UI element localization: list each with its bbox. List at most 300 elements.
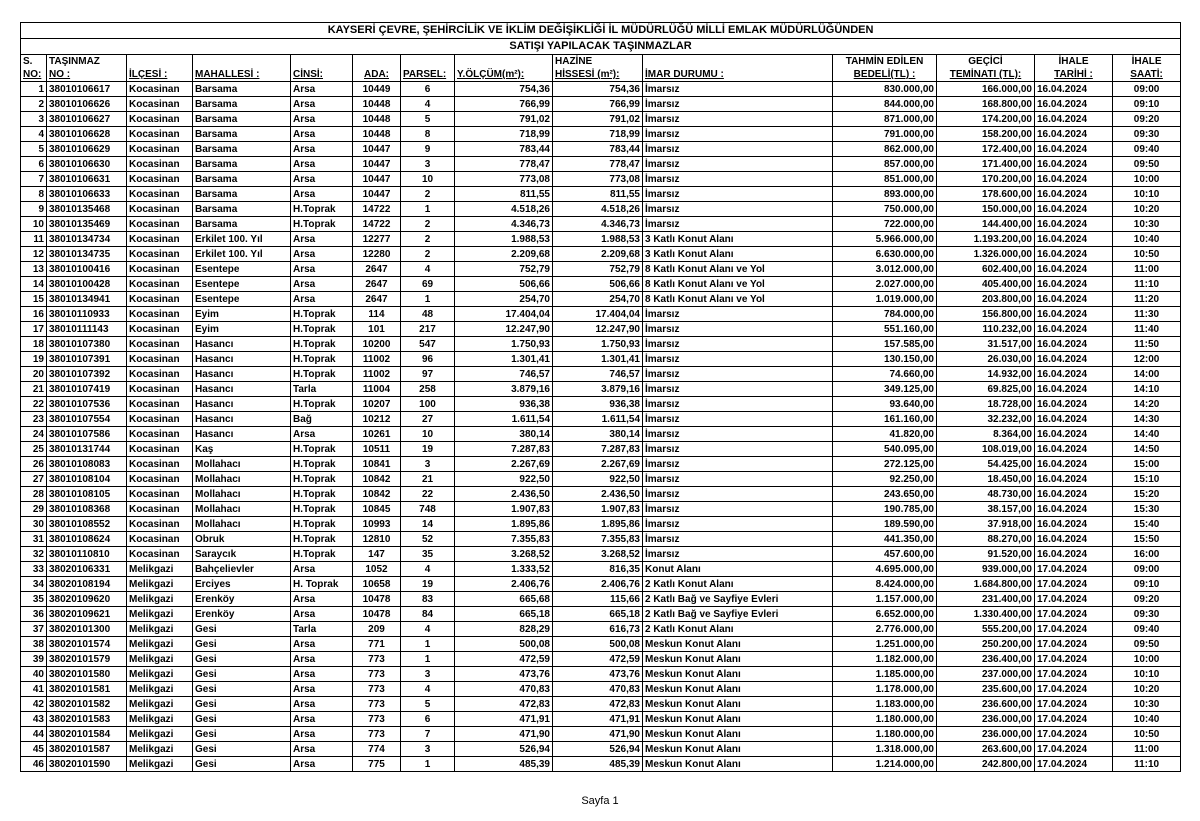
cell-imar-durumu: 2 Katlı Konut Alanı	[643, 577, 833, 592]
cell-imar-durumu: İmarsız	[643, 157, 833, 172]
cell-imar-durumu: İmarsız	[643, 202, 833, 217]
cell-ilce: Melikgazi	[127, 727, 193, 742]
cell-hazine-hisse: 17.404,04	[553, 307, 643, 322]
cell-tasinmaz-no: 38010107554	[47, 412, 127, 427]
cell-olcum: 665,18	[455, 607, 553, 622]
cell-ilce: Kocasinan	[127, 322, 193, 337]
cell-row-no: 29	[21, 502, 47, 517]
cell-tasinmaz-no: 38010106631	[47, 172, 127, 187]
cell-hazine-hisse: 754,36	[553, 82, 643, 97]
cell-tahmini-bedel: 4.695.000,00	[833, 562, 937, 577]
cell-olcum: 473,76	[455, 667, 553, 682]
cell-ihale-tarihi: 16.04.2024	[1035, 397, 1113, 412]
cell-mahalle: Hasancı	[193, 382, 291, 397]
cell-ihale-tarihi: 16.04.2024	[1035, 292, 1113, 307]
cell-row-no: 37	[21, 622, 47, 637]
cell-olcum: 773,08	[455, 172, 553, 187]
cell-tasinmaz-no: 38010134735	[47, 247, 127, 262]
table-row	[21, 307, 1181, 322]
cell-parsel: 1	[401, 292, 455, 307]
cell-tahmini-bedel: 862.000,00	[833, 142, 937, 157]
cell-row-no: 36	[21, 607, 47, 622]
cell-ilce: Kocasinan	[127, 82, 193, 97]
cell-ilce: Melikgazi	[127, 562, 193, 577]
cell-cins: Bağ	[291, 412, 353, 427]
cell-tahmini-bedel: 1.185.000,00	[833, 667, 937, 682]
table-row	[21, 742, 1181, 757]
table-row	[21, 277, 1181, 292]
cell-mahalle: Mollahacı	[193, 517, 291, 532]
cell-gecici-teminat: 54.425,00	[937, 457, 1035, 472]
header-imar-durumu: İMAR DURUMU :	[643, 68, 833, 82]
cell-ilce: Kocasinan	[127, 382, 193, 397]
cell-ihale-tarihi: 16.04.2024	[1035, 97, 1113, 112]
cell-tasinmaz-no: 38020101584	[47, 727, 127, 742]
cell-gecici-teminat: 31.517,00	[937, 337, 1035, 352]
cell-ihale-tarihi: 16.04.2024	[1035, 442, 1113, 457]
cell-mahalle: Erkilet 100. Yıl	[193, 232, 291, 247]
cell-ilce: Kocasinan	[127, 217, 193, 232]
cell-parsel: 1	[401, 637, 455, 652]
cell-hazine-hisse: 3.268,52	[553, 547, 643, 562]
cell-tasinmaz-no: 38010107380	[47, 337, 127, 352]
cell-imar-durumu: 3 Katlı Konut Alanı	[643, 247, 833, 262]
cell-ada: 12810	[353, 532, 401, 547]
cell-ada: 10478	[353, 607, 401, 622]
cell-mahalle: Gesi	[193, 742, 291, 757]
cell-olcum: 778,47	[455, 157, 553, 172]
cell-mahalle: Barsama	[193, 217, 291, 232]
cell-ilce: Melikgazi	[127, 697, 193, 712]
cell-imar-durumu: 2 Katlı Bağ ve Sayfiye Evleri	[643, 607, 833, 622]
table-row	[21, 667, 1181, 682]
cell-olcum: 2.406,76	[455, 577, 553, 592]
cell-tasinmaz-no: 38010134941	[47, 292, 127, 307]
cell-imar-durumu: Meskun Konut Alanı	[643, 652, 833, 667]
cell-olcum: 17.404,04	[455, 307, 553, 322]
cell-cins: H.Toprak	[291, 307, 353, 322]
cell-row-no: 42	[21, 697, 47, 712]
cell-parsel: 7	[401, 727, 455, 742]
cell-tahmini-bedel: 1.182.000,00	[833, 652, 937, 667]
table-row	[21, 757, 1181, 772]
cell-row-no: 24	[21, 427, 47, 442]
cell-ihale-tarihi: 16.04.2024	[1035, 82, 1113, 97]
header-tasinmaz-no: NO :	[47, 68, 127, 82]
table-row	[21, 412, 1181, 427]
cell-mahalle: Erkilet 100. Yıl	[193, 247, 291, 262]
header-ihale-tarihi: TARİHİ :	[1035, 68, 1113, 82]
table-row	[21, 187, 1181, 202]
cell-gecici-teminat: 91.520,00	[937, 547, 1035, 562]
cell-hazine-hisse: 1.907,83	[553, 502, 643, 517]
cell-ihale-tarihi: 17.04.2024	[1035, 712, 1113, 727]
cell-imar-durumu: İmarsız	[643, 547, 833, 562]
cell-tasinmaz-no: 38010106630	[47, 157, 127, 172]
cell-ilce: Melikgazi	[127, 757, 193, 772]
cell-row-no: 20	[21, 367, 47, 382]
cell-row-no: 22	[21, 397, 47, 412]
cell-ihale-saati: 14:50	[1113, 442, 1181, 457]
cell-mahalle: Eyim	[193, 322, 291, 337]
cell-ilce: Kocasinan	[127, 412, 193, 427]
table-row	[21, 637, 1181, 652]
cell-olcum: 1.611,54	[455, 412, 553, 427]
table-row	[21, 232, 1181, 247]
table-row	[21, 112, 1181, 127]
cell-imar-durumu: İmarsız	[643, 172, 833, 187]
cell-parsel: 4	[401, 97, 455, 112]
cell-row-no: 10	[21, 217, 47, 232]
cell-cins: H.Toprak	[291, 487, 353, 502]
cell-row-no: 28	[21, 487, 47, 502]
cell-olcum: 526,94	[455, 742, 553, 757]
cell-tahmini-bedel: 1.157.000,00	[833, 592, 937, 607]
cell-ada: 101	[353, 322, 401, 337]
cell-mahalle: Mollahacı	[193, 502, 291, 517]
cell-mahalle: Mollahacı	[193, 457, 291, 472]
cell-hazine-hisse: 773,08	[553, 172, 643, 187]
cell-cins: Tarla	[291, 622, 353, 637]
cell-parsel: 2	[401, 217, 455, 232]
header-ada: ADA:	[353, 68, 401, 82]
cell-tasinmaz-no: 38010100428	[47, 277, 127, 292]
cell-cins: H.Toprak	[291, 472, 353, 487]
cell-gecici-teminat: 156.800,00	[937, 307, 1035, 322]
cell-ihale-tarihi: 16.04.2024	[1035, 202, 1113, 217]
document-title: KAYSERİ ÇEVRE, ŞEHİRCİLİK VE İKLİM DEĞİŞİKLİĞİ İL MÜDÜRLÜĞÜ MİLLİ EMLAK MÜDÜRLÜĞÜNDEN	[21, 23, 1181, 39]
cell-olcum: 665,68	[455, 592, 553, 607]
table-row	[21, 457, 1181, 472]
cell-tahmini-bedel: 871.000,00	[833, 112, 937, 127]
cell-row-no: 7	[21, 172, 47, 187]
cell-parsel: 1	[401, 757, 455, 772]
cell-tasinmaz-no: 38010108552	[47, 517, 127, 532]
cell-ihale-saati: 10:50	[1113, 247, 1181, 262]
table-row	[21, 607, 1181, 622]
cell-tasinmaz-no: 38010106617	[47, 82, 127, 97]
cell-gecici-teminat: 172.400,00	[937, 142, 1035, 157]
cell-olcum: 811,55	[455, 187, 553, 202]
cell-hazine-hisse: 472,59	[553, 652, 643, 667]
cell-mahalle: Mollahacı	[193, 472, 291, 487]
cell-hazine-hisse: 1.301,41	[553, 352, 643, 367]
cell-olcum: 471,90	[455, 727, 553, 742]
cell-hazine-hisse: 473,76	[553, 667, 643, 682]
cell-row-no: 33	[21, 562, 47, 577]
cell-cins: Arsa	[291, 142, 353, 157]
cell-mahalle: Saraycık	[193, 547, 291, 562]
cell-row-no: 8	[21, 187, 47, 202]
cell-ihale-tarihi: 17.04.2024	[1035, 757, 1113, 772]
cell-ihale-saati: 16:00	[1113, 547, 1181, 562]
cell-parsel: 547	[401, 337, 455, 352]
cell-row-no: 2	[21, 97, 47, 112]
cell-tasinmaz-no: 38010107392	[47, 367, 127, 382]
page-number: Sayfa 1	[581, 795, 619, 807]
cell-ada: 775	[353, 757, 401, 772]
cell-tasinmaz-no: 38010107391	[47, 352, 127, 367]
cell-tasinmaz-no: 38020101300	[47, 622, 127, 637]
cell-gecici-teminat: 158.200,00	[937, 127, 1035, 142]
cell-ihale-saati: 12:00	[1113, 352, 1181, 367]
cell-ada: 10449	[353, 82, 401, 97]
table-row	[21, 217, 1181, 232]
cell-parsel: 5	[401, 697, 455, 712]
cell-olcum: 471,91	[455, 712, 553, 727]
table-row	[21, 382, 1181, 397]
cell-ihale-saati: 10:30	[1113, 217, 1181, 232]
cell-tasinmaz-no: 38010134734	[47, 232, 127, 247]
cell-parsel: 217	[401, 322, 455, 337]
cell-tahmini-bedel: 130.150,00	[833, 352, 937, 367]
cell-mahalle: Esentepe	[193, 277, 291, 292]
cell-tahmini-bedel: 830.000,00	[833, 82, 937, 97]
cell-row-no: 11	[21, 232, 47, 247]
cell-gecici-teminat: 178.600,00	[937, 187, 1035, 202]
table-row	[21, 502, 1181, 517]
cell-cins: Arsa	[291, 97, 353, 112]
cell-gecici-teminat: 88.270,00	[937, 532, 1035, 547]
cell-gecici-teminat: 236.600,00	[937, 697, 1035, 712]
cell-tahmini-bedel: 844.000,00	[833, 97, 937, 112]
cell-olcum: 7.355,83	[455, 532, 553, 547]
cell-mahalle: Barsama	[193, 142, 291, 157]
cell-ihale-saati: 10:40	[1113, 712, 1181, 727]
cell-mahalle: Gesi	[193, 667, 291, 682]
cell-ihale-saati: 10:10	[1113, 667, 1181, 682]
cell-tasinmaz-no: 38020101579	[47, 652, 127, 667]
cell-row-no: 6	[21, 157, 47, 172]
cell-ihale-saati: 09:20	[1113, 112, 1181, 127]
cell-imar-durumu: 2 Katlı Bağ ve Sayfiye Evleri	[643, 592, 833, 607]
cell-ada: 114	[353, 307, 401, 322]
cell-ilce: Kocasinan	[127, 367, 193, 382]
cell-gecici-teminat: 250.200,00	[937, 637, 1035, 652]
cell-hazine-hisse: 816,35	[553, 562, 643, 577]
header-parsel: PARSEL:	[401, 68, 455, 82]
cell-imar-durumu: İmarsız	[643, 307, 833, 322]
cell-ihale-tarihi: 16.04.2024	[1035, 412, 1113, 427]
cell-tasinmaz-no: 38020101580	[47, 667, 127, 682]
cell-imar-durumu: Meskun Konut Alanı	[643, 712, 833, 727]
cell-ada: 10207	[353, 397, 401, 412]
cell-ada: 10447	[353, 187, 401, 202]
cell-gecici-teminat: 110.232,00	[937, 322, 1035, 337]
cell-ada: 773	[353, 652, 401, 667]
cell-cins: H.Toprak	[291, 322, 353, 337]
cell-ilce: Kocasinan	[127, 292, 193, 307]
cell-tasinmaz-no: 38010110810	[47, 547, 127, 562]
cell-hazine-hisse: 1.988,53	[553, 232, 643, 247]
cell-parsel: 3	[401, 742, 455, 757]
cell-cins: H.Toprak	[291, 352, 353, 367]
table-row	[21, 427, 1181, 442]
cell-ihale-tarihi: 17.04.2024	[1035, 637, 1113, 652]
cell-ada: 12277	[353, 232, 401, 247]
cell-ada: 10841	[353, 457, 401, 472]
cell-imar-durumu: Meskun Konut Alanı	[643, 727, 833, 742]
cell-tasinmaz-no: 38010108624	[47, 532, 127, 547]
cell-gecici-teminat: 242.800,00	[937, 757, 1035, 772]
cell-ihale-saati: 09:00	[1113, 82, 1181, 97]
cell-olcum: 472,83	[455, 697, 553, 712]
cell-parsel: 4	[401, 622, 455, 637]
cell-gecici-teminat: 38.157,00	[937, 502, 1035, 517]
cell-ada: 771	[353, 637, 401, 652]
cell-tasinmaz-no: 38010108083	[47, 457, 127, 472]
cell-mahalle: Barsama	[193, 127, 291, 142]
cell-ihale-tarihi: 16.04.2024	[1035, 172, 1113, 187]
cell-tahmini-bedel: 1.180.000,00	[833, 727, 937, 742]
cell-ada: 10200	[353, 337, 401, 352]
cell-ihale-tarihi: 16.04.2024	[1035, 217, 1113, 232]
cell-tahmini-bedel: 784.000,00	[833, 307, 937, 322]
cell-gecici-teminat: 1.684.800,00	[937, 577, 1035, 592]
table-row	[21, 172, 1181, 187]
cell-mahalle: Hasancı	[193, 412, 291, 427]
cell-parsel: 84	[401, 607, 455, 622]
cell-ihale-tarihi: 16.04.2024	[1035, 337, 1113, 352]
cell-tasinmaz-no: 38010106629	[47, 142, 127, 157]
table-row	[21, 157, 1181, 172]
cell-hazine-hisse: 811,55	[553, 187, 643, 202]
cell-row-no: 39	[21, 652, 47, 667]
cell-parsel: 69	[401, 277, 455, 292]
cell-hazine-hisse: 778,47	[553, 157, 643, 172]
header-top-tahmini-bedel: TAHMİN EDİLEN	[833, 55, 937, 69]
cell-imar-durumu: İmarsız	[643, 127, 833, 142]
cell-mahalle: Barsama	[193, 202, 291, 217]
cell-ilce: Melikgazi	[127, 622, 193, 637]
cell-imar-durumu: İmarsız	[643, 82, 833, 97]
cell-tasinmaz-no: 38020108194	[47, 577, 127, 592]
cell-ada: 10447	[353, 142, 401, 157]
cell-tasinmaz-no: 38010135469	[47, 217, 127, 232]
cell-hazine-hisse: 3.879,16	[553, 382, 643, 397]
cell-ihale-tarihi: 16.04.2024	[1035, 472, 1113, 487]
table-row	[21, 82, 1181, 97]
cell-ada: 773	[353, 667, 401, 682]
cell-cins: H.Toprak	[291, 337, 353, 352]
cell-mahalle: Bahçelievler	[193, 562, 291, 577]
cell-tahmini-bedel: 457.600,00	[833, 547, 937, 562]
cell-tahmini-bedel: 93.640,00	[833, 397, 937, 412]
cell-parsel: 22	[401, 487, 455, 502]
cell-parsel: 748	[401, 502, 455, 517]
cell-ada: 2647	[353, 277, 401, 292]
cell-tahmini-bedel: 1.183.000,00	[833, 697, 937, 712]
cell-tahmini-bedel: 1.178.000,00	[833, 682, 937, 697]
title-row	[21, 23, 1181, 39]
cell-cins: H.Toprak	[291, 532, 353, 547]
cell-ilce: Kocasinan	[127, 337, 193, 352]
table-row	[21, 442, 1181, 457]
cell-hazine-hisse: 254,70	[553, 292, 643, 307]
cell-row-no: 40	[21, 667, 47, 682]
cell-ihale-saati: 11:10	[1113, 277, 1181, 292]
cell-ilce: Melikgazi	[127, 652, 193, 667]
cell-hazine-hisse: 2.406,76	[553, 577, 643, 592]
cell-ilce: Melikgazi	[127, 592, 193, 607]
cell-parsel: 3	[401, 667, 455, 682]
header-top-tasinmaz-no: TAŞINMAZ	[47, 55, 127, 69]
cell-olcum: 506,66	[455, 277, 553, 292]
cell-cins: Arsa	[291, 172, 353, 187]
cell-hazine-hisse: 115,66	[553, 592, 643, 607]
cell-cins: Arsa	[291, 232, 353, 247]
cell-ilce: Kocasinan	[127, 277, 193, 292]
cell-ihale-tarihi: 17.04.2024	[1035, 607, 1113, 622]
cell-tasinmaz-no: 38020101587	[47, 742, 127, 757]
cell-tasinmaz-no: 38020101574	[47, 637, 127, 652]
cell-imar-durumu: İmarsız	[643, 352, 833, 367]
cell-tahmini-bedel: 272.125,00	[833, 457, 937, 472]
cell-gecici-teminat: 69.825,00	[937, 382, 1035, 397]
cell-ihale-saati: 15:50	[1113, 532, 1181, 547]
cell-ihale-tarihi: 17.04.2024	[1035, 727, 1113, 742]
table-row	[21, 352, 1181, 367]
cell-olcum: 4.518,26	[455, 202, 553, 217]
cell-ihale-tarihi: 17.04.2024	[1035, 652, 1113, 667]
cell-cins: Arsa	[291, 682, 353, 697]
cell-ilce: Kocasinan	[127, 547, 193, 562]
cell-ada: 14722	[353, 202, 401, 217]
table-row	[21, 547, 1181, 562]
cell-cins: H.Toprak	[291, 457, 353, 472]
cell-ihale-tarihi: 17.04.2024	[1035, 592, 1113, 607]
cell-mahalle: Gesi	[193, 637, 291, 652]
cell-mahalle: Gesi	[193, 712, 291, 727]
cell-ihale-saati: 14:30	[1113, 412, 1181, 427]
cell-ilce: Kocasinan	[127, 502, 193, 517]
table-row	[21, 322, 1181, 337]
cell-tahmini-bedel: 190.785,00	[833, 502, 937, 517]
cell-ihale-saati: 10:20	[1113, 202, 1181, 217]
header-top-ihale-saati: İHALE	[1113, 55, 1181, 69]
cell-row-no: 17	[21, 322, 47, 337]
cell-tahmini-bedel: 2.776.000,00	[833, 622, 937, 637]
cell-ihale-saati: 11:50	[1113, 337, 1181, 352]
cell-mahalle: Barsama	[193, 82, 291, 97]
cell-tasinmaz-no: 38020106331	[47, 562, 127, 577]
cell-imar-durumu: İmarsız	[643, 412, 833, 427]
cell-row-no: 32	[21, 547, 47, 562]
cell-row-no: 30	[21, 517, 47, 532]
cell-ada: 10448	[353, 112, 401, 127]
cell-imar-durumu: İmarsız	[643, 517, 833, 532]
cell-mahalle: Barsama	[193, 112, 291, 127]
table-row	[21, 532, 1181, 547]
cell-imar-durumu: İmarsız	[643, 532, 833, 547]
cell-imar-durumu: İmarsız	[643, 337, 833, 352]
table-body	[21, 82, 1181, 772]
cell-cins: Arsa	[291, 127, 353, 142]
cell-olcum: 7.287,83	[455, 442, 553, 457]
cell-row-no: 43	[21, 712, 47, 727]
cell-ilce: Kocasinan	[127, 262, 193, 277]
cell-parsel: 21	[401, 472, 455, 487]
cell-ada: 10842	[353, 487, 401, 502]
cell-imar-durumu: Meskun Konut Alanı	[643, 757, 833, 772]
cell-tahmini-bedel: 893.000,00	[833, 187, 937, 202]
header-cins: CİNSİ:	[291, 68, 353, 82]
cell-olcum: 1.750,93	[455, 337, 553, 352]
cell-tahmini-bedel: 5.966.000,00	[833, 232, 937, 247]
cell-ilce: Melikgazi	[127, 682, 193, 697]
cell-ilce: Kocasinan	[127, 112, 193, 127]
cell-mahalle: Gesi	[193, 652, 291, 667]
